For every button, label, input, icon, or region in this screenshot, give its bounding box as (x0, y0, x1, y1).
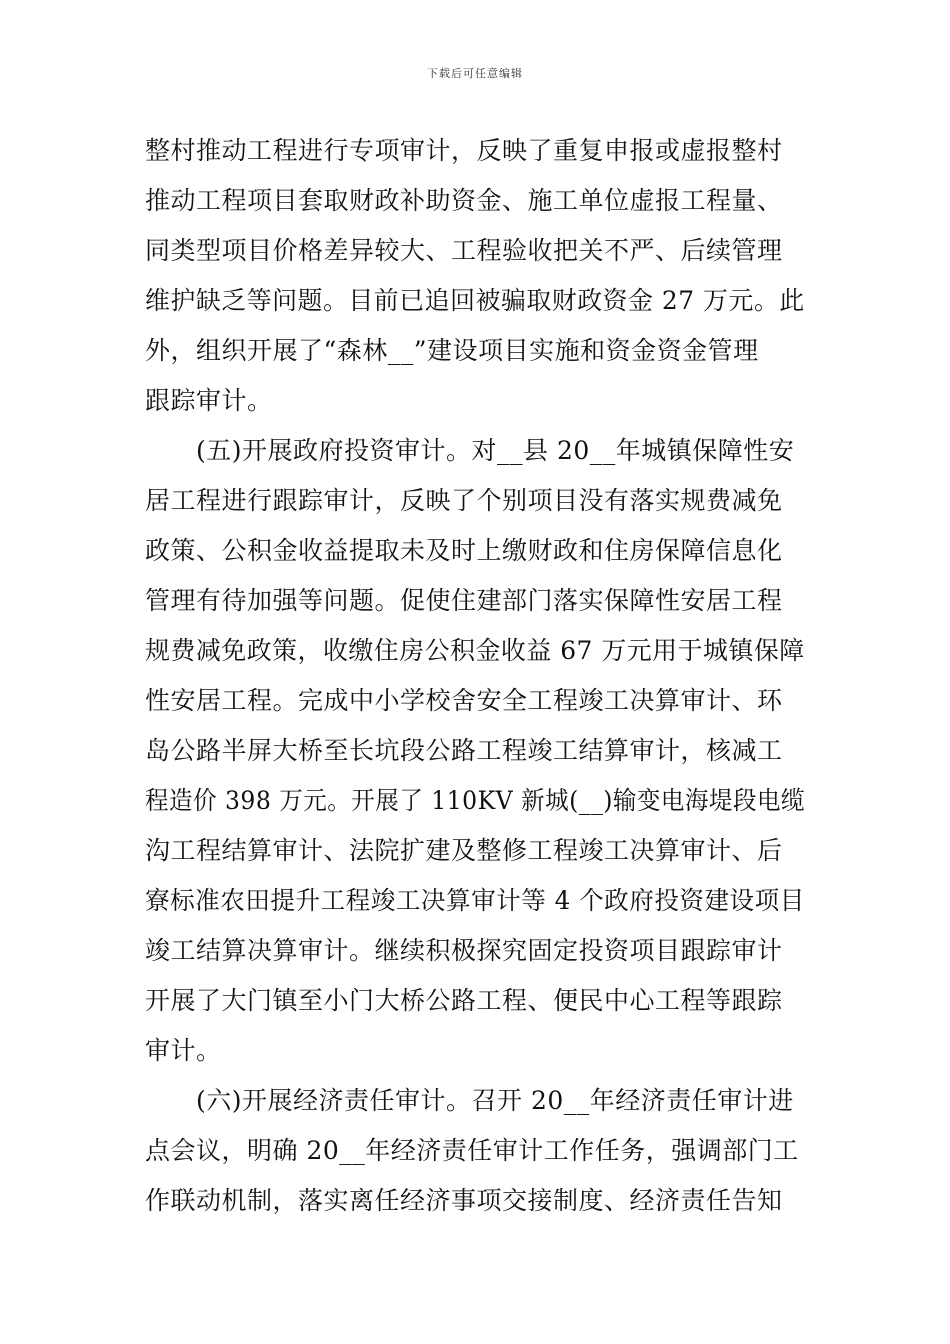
text-line: 维护缺乏等问题。目前已追回被骗取财政资金 27 万元。此 (145, 286, 805, 315)
text-line: 开展了大门镇至小门大桥公路工程、便民中心工程等跟踪 (145, 986, 783, 1015)
paragraph-start-line: (五)开展政府投资审计。对__县 20__年城镇保障性安 (196, 436, 795, 465)
text-line: 跟踪审计。 (145, 386, 273, 415)
text-line: 岛公路半屏大桥至长坑段公路工程竣工结算审计，核减工 (145, 736, 783, 765)
text-line: 政策、公积金收益提取未及时上缴财政和住房保障信息化 (145, 536, 783, 565)
paragraph-start-line: (六)开展经济责任审计。召开 20__年经济责任审计进 (196, 1086, 794, 1115)
text-line: 推动工程项目套取财政补助资金、施工单位虚报工程量、 (145, 186, 783, 215)
text-line: 整村推动工程进行专项审计，反映了重复申报或虚报整村 (145, 136, 783, 165)
text-line: 审计。 (145, 1036, 222, 1065)
text-line: 竣工结算决算审计。继续积极探究固定投资项目跟踪审计 (145, 936, 783, 965)
text-line: 作联动机制，落实离任经济事项交接制度、经济责任告知 (145, 1186, 783, 1215)
text-line: 性安居工程。完成中小学校舍安全工程竣工决算审计、环 (145, 686, 783, 715)
text-line: 居工程进行跟踪审计，反映了个别项目没有落实规费减免 (145, 486, 783, 515)
text-line: 管理有待加强等问题。促使住建部门落实保障性安居工程 (145, 586, 783, 615)
text-line: 同类型项目价格差异较大、工程验收把关不严、后续管理 (145, 236, 783, 265)
text-line: 寮标准农田提升工程竣工决算审计等 4 个政府投资建设项目 (145, 886, 805, 915)
text-line: 程造价 398 万元。开展了 110KV 新城(__)输变电海堤段电缆 (145, 786, 805, 815)
text-line: 点会议，明确 20__年经济责任审计工作任务，强调部门工 (145, 1136, 799, 1165)
text-line: 外，组织开展了“森林__”建设项目实施和资金资金管理 (145, 336, 759, 365)
text-line: 规费减免政策，收缴住房公积金收益 67 万元用于城镇保障 (145, 636, 805, 665)
page-header: 下载后可任意编辑 (427, 67, 523, 80)
text-line: 沟工程结算审计、法院扩建及整修工程竣工决算审计、后 (145, 836, 783, 865)
